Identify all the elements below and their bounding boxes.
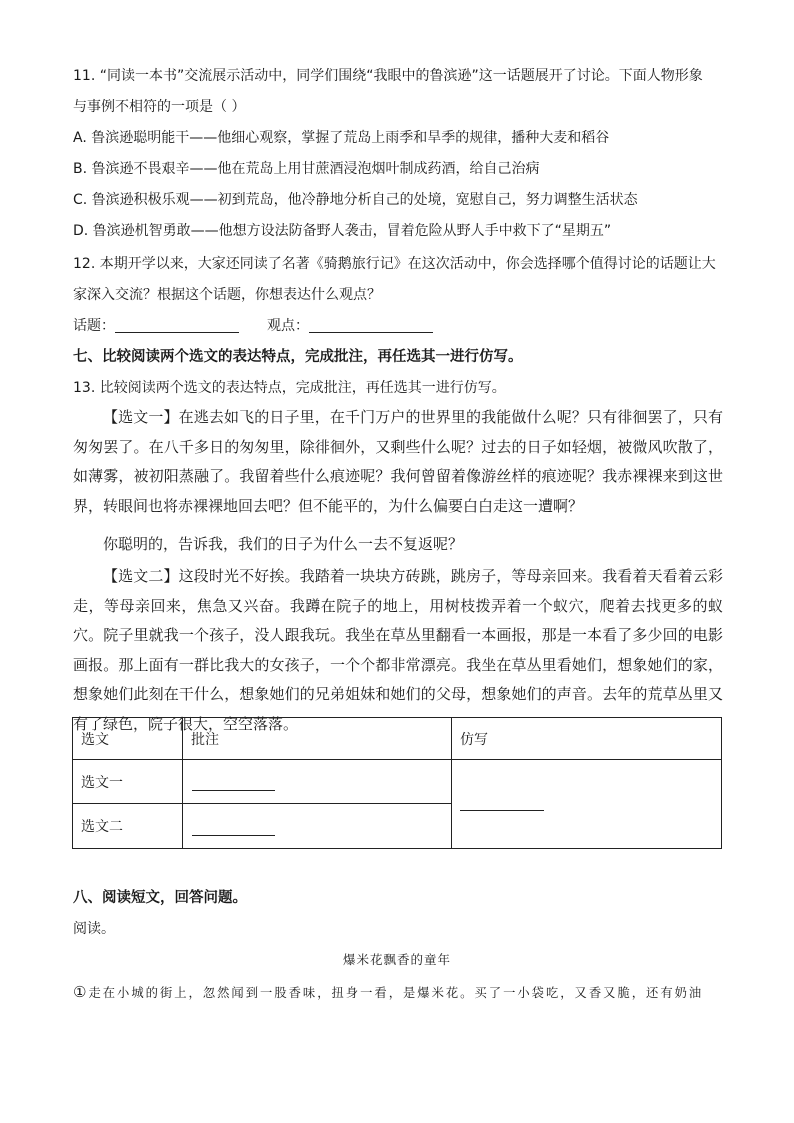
q12-stem-line2: 家深入交流？根据这个话题，你想表达什么观点？ [73, 287, 381, 303]
imitation-cell[interactable] [452, 760, 722, 849]
header-imitation: 仿写 [452, 718, 722, 760]
view-label: 观点： [267, 318, 309, 334]
annotation-table [72, 717, 722, 849]
annotation-blank-1 [192, 790, 275, 791]
passage-1-closing: 你聪明的，告诉我，我们的日子为什么一去不复返呢？ [103, 535, 464, 553]
q11-option-d: D. 鲁滨逊机智勇敢——他想方设法防备野人袭击，冒着危险从野人手中救下了“星期五” [73, 223, 612, 239]
header-selection: 选文 [73, 718, 183, 760]
story-text: 走在小城的街上，忽然闻到一股香味，扭身一看，是爆米花。买了一小袋吃，又香又脆，还有奶油 [88, 986, 704, 1000]
q13-stem: 13. 比较阅读两个选文的表达特点，完成批注，再任选其一进行仿写。 [73, 380, 506, 396]
row-label-selection2: 选文二 [73, 804, 183, 849]
topic-label: 话题： [73, 318, 115, 334]
q11-option-b: B. 鲁滨逊不畏艰辛——他在荒岛上用甘蔗酒浸泡烟叶制成药酒，给自己治病 [73, 161, 540, 177]
q11-option-a: A. 鲁滨逊聪明能干——他细心观察，掌握了荒岛上雨季和旱季的规律，播种大麦和稻谷 [73, 130, 610, 146]
section7-heading: 七、比较阅读两个选文的表达特点，完成批注，再任选其一进行仿写。 [73, 349, 523, 365]
q12-answer-line [73, 316, 433, 336]
story-first-line [73, 983, 733, 1001]
annotation-cell-2[interactable] [183, 804, 452, 849]
q11-option-c: C. 鲁滨逊积极乐观——初到荒岛，他冷静地分析自己的处境，宽慰自己，努力调整生活状态 [73, 192, 638, 208]
annotation-blank-2 [192, 835, 275, 836]
q11-stem-line1: 11. “同读一本书”交流展示活动中，同学们围绕“我眼中的鲁滨逊”这一话题展开了讨论。下面人物形象 [73, 68, 703, 84]
annotation-cell-1[interactable] [183, 760, 452, 804]
header-annotation: 批注 [183, 718, 452, 760]
imitation-blank [460, 810, 544, 811]
passage-2: 【选文二】这段时光不好挨。我踏着一块块方砖跳，跳房子，等母亲回来。我看着天看着云彩走，等母亲回来，焦急又兴奋。我蹲在院子的地上，用树枝拨弄着一个蚁穴，爬着去找更多的蚁穴。院子里就我一个孩子，没人跟我玩。我坐在草丛里翻看一本画报，那是一本看了多少回的电影画报。那上面有一群比我大的女孩子，一个个都非常漂亮。我坐在草丛里看她们，想象她们的家，想象她们此刻在干什么，想象她们的兄弟姐妹和她们的父母，想象她们的声音。去年的荒草丛里又有了绿色，院子很大，空空落落。 [73, 567, 723, 733]
view-blank[interactable] [309, 318, 433, 333]
q12-stem-line1: 12. 本期开学以来，大家还同读了名著《骑鹅旅行记》在这次活动中，你会选择哪个值得讨论的话题让大 [73, 256, 716, 272]
passage-1: 【选文一】在逃去如飞的日子里，在千门万户的世界里的我能做什么呢？只有徘徊罢了，只有匆匆罢了。在八千多日的匆匆里，除徘徊外，又剩些什么呢？过去的日子如轻烟，被微风吹散了，如薄雾，被初阳蒸融了。我留着些什么痕迹呢？我何曾留着像游丝样的痕迹呢？我赤裸裸来到这世界，转眼间也将赤裸裸地回去吧？但不能平的，为什么偏要白白走这一遭啊？ [73, 408, 723, 515]
section8-heading: 八、阅读短文，回答问题。 [73, 890, 247, 906]
row-label-selection1: 选文一 [73, 760, 183, 804]
topic-blank[interactable] [115, 318, 239, 333]
section8-intro: 阅读。 [73, 921, 115, 937]
paragraph-number: ① [73, 983, 87, 1001]
story-title: 爆米花飘香的童年 [342, 952, 451, 967]
q11-stem-line2: 与事例不相符的一项是（ ） [73, 99, 246, 115]
